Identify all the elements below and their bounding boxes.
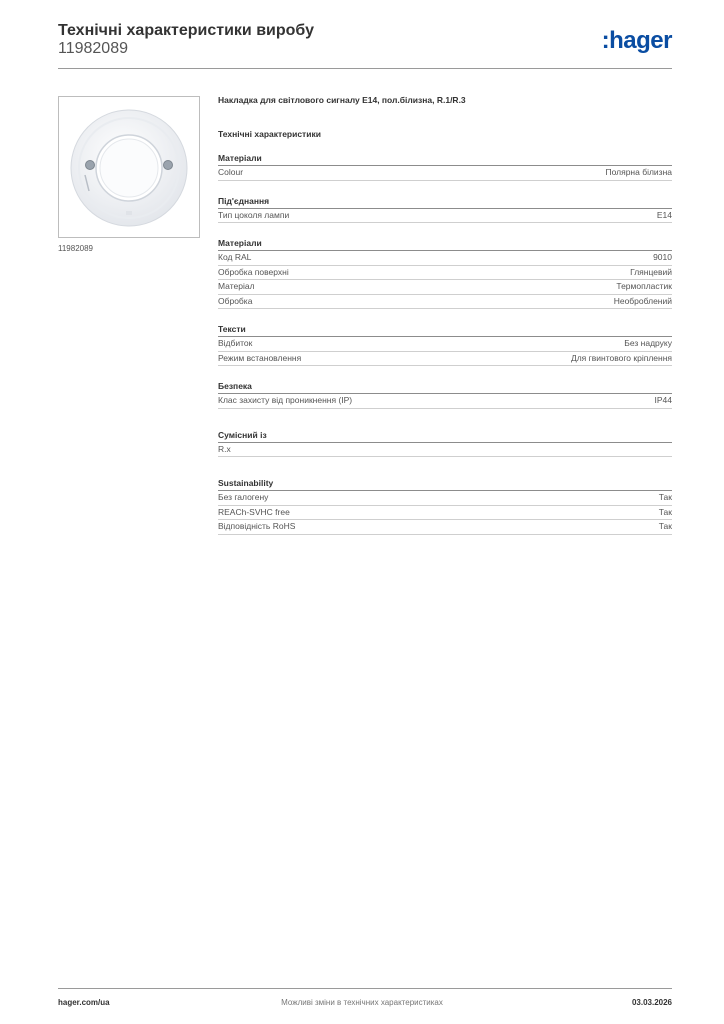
spec-group-texts xyxy=(218,323,672,366)
spec-row xyxy=(218,394,672,409)
spec-row xyxy=(218,337,672,352)
spec-row xyxy=(218,506,672,521)
footer-date: 03.03.2026 xyxy=(631,998,672,1007)
spec-row xyxy=(218,209,672,224)
spec-value: 9010 xyxy=(653,252,672,262)
spec-row xyxy=(218,251,672,266)
spec-key: Режим встановлення xyxy=(218,352,302,363)
group-title: Тексти xyxy=(218,323,672,337)
spec-group-materials xyxy=(218,152,672,181)
spec-key: Код RAL xyxy=(218,252,252,262)
spec-row xyxy=(218,443,672,458)
header-divider xyxy=(58,68,672,69)
product-photo-icon xyxy=(59,97,199,237)
group-title: Sustainability xyxy=(218,477,672,491)
spec-heading: Технічні характеристики xyxy=(218,129,321,139)
footer-website-link[interactable]: hager.com/ua xyxy=(58,998,110,1007)
spec-group-materials-2 xyxy=(218,237,672,309)
group-title: Безпека xyxy=(218,380,672,394)
spec-row xyxy=(218,280,672,295)
footer-divider xyxy=(58,988,672,989)
spec-key: Матеріал xyxy=(218,281,255,291)
spec-key: REACh-SVHC free xyxy=(218,506,290,517)
product-code: 11982089 xyxy=(58,40,128,57)
spec-value: Так xyxy=(658,521,672,531)
spec-value: Без надруку xyxy=(624,338,672,348)
spec-value: Для гвинтового кріплення xyxy=(570,352,672,363)
spec-group-safety xyxy=(218,380,672,409)
spec-value: Термопластик xyxy=(616,281,672,291)
spec-value: E14 xyxy=(656,209,672,220)
spec-group-sustainability xyxy=(218,477,672,535)
spec-panel xyxy=(218,94,672,535)
spec-row xyxy=(218,166,672,181)
spec-key: Обробка поверхні xyxy=(218,266,289,277)
spec-key: Відповідність RoHS xyxy=(218,521,296,531)
group-title: Матеріали xyxy=(218,237,672,251)
logo-text: hager xyxy=(609,27,672,54)
spec-value: Глянцевий xyxy=(630,266,672,277)
spec-key: Без галогену xyxy=(218,492,269,502)
product-name: Накладка для світлового сигналу E14, пол.білизна, R.1/R.3 xyxy=(218,95,466,105)
spec-group-connection xyxy=(218,195,672,224)
spec-value: Так xyxy=(658,492,672,502)
group-title: Під'єднання xyxy=(218,195,672,209)
spec-value: Необроблений xyxy=(613,295,672,306)
logo-prefix: : xyxy=(601,27,610,54)
spec-key: Тип цоколя лампи xyxy=(218,209,290,220)
image-caption: 11982089 xyxy=(58,244,93,253)
spec-value: Так xyxy=(658,506,672,517)
footer-disclaimer: Можливі зміни в технічних характеристиках xyxy=(281,998,443,1007)
group-title: Матеріали xyxy=(218,152,672,166)
spec-row xyxy=(218,352,672,367)
spec-value: Полярна білизна xyxy=(605,167,672,177)
group-title: Сумісний із xyxy=(218,429,672,443)
spec-key: R.x xyxy=(218,443,231,454)
spec-key: Colour xyxy=(218,167,244,177)
spec-row xyxy=(218,266,672,281)
spec-row xyxy=(218,491,672,506)
spec-value: IP44 xyxy=(654,395,672,405)
spec-row xyxy=(218,295,672,310)
spec-group-compatible xyxy=(218,429,672,458)
spec-key: Обробка xyxy=(218,295,253,306)
spec-row xyxy=(218,520,672,535)
spec-key: Клас захисту від проникнення (IP) xyxy=(218,395,353,405)
hager-logo xyxy=(602,28,672,54)
page-title: Технічні характеристики виробу xyxy=(58,22,314,39)
spec-key: Відбиток xyxy=(218,338,253,348)
product-image-frame xyxy=(58,96,200,238)
